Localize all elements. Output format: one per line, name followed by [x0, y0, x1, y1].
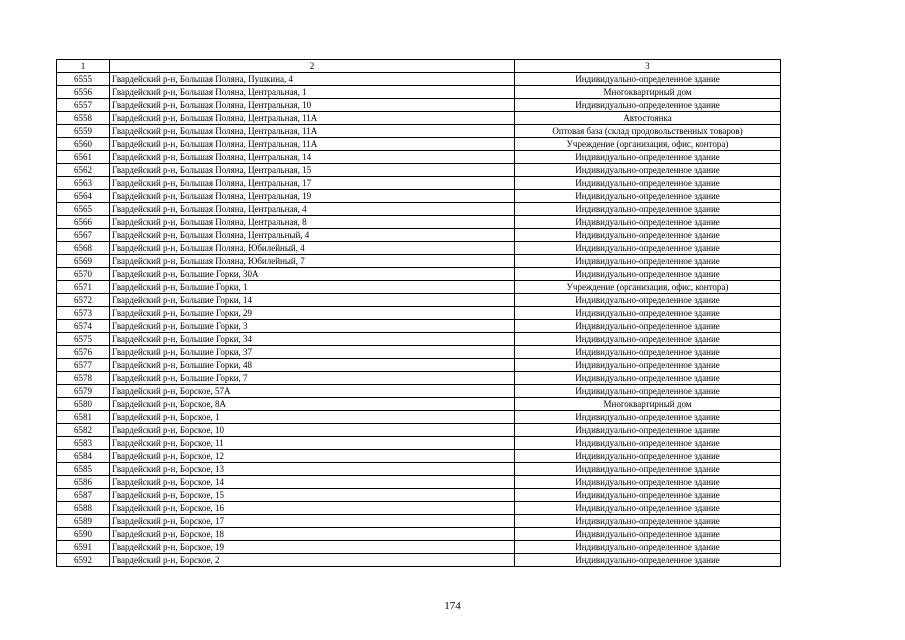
- row-number-cell: 6565: [57, 203, 110, 216]
- row-number-cell: 6568: [57, 242, 110, 255]
- header-cell-address: 2: [110, 60, 515, 73]
- address-cell: Гвардейский р-н, Большая Поляна, Юбилейный, 7: [110, 255, 515, 268]
- table-row: [57, 411, 781, 424]
- object-type-cell: Индивидуально-определенное здание: [515, 528, 781, 541]
- address-cell: Гвардейский р-н, Большая Поляна, Центральная, 8: [110, 216, 515, 229]
- object-type-cell: Индивидуально-определенное здание: [515, 450, 781, 463]
- row-number-cell: 6587: [57, 489, 110, 502]
- address-cell: Гвардейский р-н, Борское, 11: [110, 437, 515, 450]
- row-number-cell: 6586: [57, 476, 110, 489]
- row-number-cell: 6573: [57, 307, 110, 320]
- address-cell: Гвардейский р-н, Большая Поляна, Центральная, 11А: [110, 138, 515, 151]
- address-cell: Гвардейский р-н, Большая Поляна, Центральная, 19: [110, 190, 515, 203]
- table-row: [57, 242, 781, 255]
- address-cell: Гвардейский р-н, Борское, 2: [110, 554, 515, 567]
- object-type-cell: Индивидуально-определенное здание: [515, 515, 781, 528]
- row-number-cell: 6584: [57, 450, 110, 463]
- row-number-cell: 6558: [57, 112, 110, 125]
- row-number-cell: 6589: [57, 515, 110, 528]
- row-number-cell: 6579: [57, 385, 110, 398]
- object-type-cell: Индивидуально-определенное здание: [515, 99, 781, 112]
- row-number-cell: 6575: [57, 333, 110, 346]
- object-type-cell: Индивидуально-определенное здание: [515, 164, 781, 177]
- row-number-cell: 6561: [57, 151, 110, 164]
- table-row: [57, 203, 781, 216]
- table-row: [57, 372, 781, 385]
- table-row: [57, 463, 781, 476]
- object-type-cell: Индивидуально-определенное здание: [515, 268, 781, 281]
- address-cell: Гвардейский р-н, Борское, 17: [110, 515, 515, 528]
- row-number-cell: 6563: [57, 177, 110, 190]
- object-type-cell: Индивидуально-определенное здание: [515, 502, 781, 515]
- table-row: [57, 125, 781, 138]
- address-cell: Гвардейский р-н, Борское, 15: [110, 489, 515, 502]
- object-type-cell: Индивидуально-определенное здание: [515, 489, 781, 502]
- row-number-cell: 6567: [57, 229, 110, 242]
- object-type-cell: Индивидуально-определенное здание: [515, 203, 781, 216]
- object-type-cell: Индивидуально-определенное здание: [515, 190, 781, 203]
- table-row: [57, 346, 781, 359]
- row-number-cell: 6564: [57, 190, 110, 203]
- address-cell: Гвардейский р-н, Борское, 57А: [110, 385, 515, 398]
- row-number-cell: 6577: [57, 359, 110, 372]
- object-type-cell: Индивидуально-определенное здание: [515, 229, 781, 242]
- object-type-cell: Индивидуально-определенное здание: [515, 333, 781, 346]
- address-cell: Гвардейский р-н, Большая Поляна, Центральная, 15: [110, 164, 515, 177]
- object-type-cell: Индивидуально-определенное здание: [515, 255, 781, 268]
- object-type-cell: Индивидуально-определенное здание: [515, 73, 781, 86]
- address-cell: Гвардейский р-н, Большая Поляна, Центральная, 1: [110, 86, 515, 99]
- row-number-cell: 6559: [57, 125, 110, 138]
- address-cell: Гвардейский р-н, Борское, 13: [110, 463, 515, 476]
- object-type-cell: Индивидуально-определенное здание: [515, 463, 781, 476]
- table-row: [57, 476, 781, 489]
- table-row: [57, 359, 781, 372]
- address-cell: Гвардейский р-н, Большая Поляна, Центральная, 11А: [110, 125, 515, 138]
- object-type-cell: Индивидуально-определенное здание: [515, 476, 781, 489]
- table-row: [57, 450, 781, 463]
- object-type-cell: Индивидуально-определенное здание: [515, 294, 781, 307]
- table-row: [57, 515, 781, 528]
- object-type-cell: Индивидуально-определенное здание: [515, 424, 781, 437]
- object-type-cell: Индивидуально-определенное здание: [515, 346, 781, 359]
- table-row: [57, 554, 781, 567]
- address-cell: Гвардейский р-н, Большая Поляна, Юбилейный, 4: [110, 242, 515, 255]
- address-cell: Гвардейский р-н, Борское, 16: [110, 502, 515, 515]
- row-number-cell: 6566: [57, 216, 110, 229]
- address-cell: Гвардейский р-н, Борское, 10: [110, 424, 515, 437]
- object-type-cell: Индивидуально-определенное здание: [515, 385, 781, 398]
- address-cell: Гвардейский р-н, Большая Поляна, Центральный, 4: [110, 229, 515, 242]
- address-cell: Гвардейский р-н, Большие Горки, 34: [110, 333, 515, 346]
- row-number-cell: 6569: [57, 255, 110, 268]
- table-row: [57, 424, 781, 437]
- table-row: [57, 320, 781, 333]
- address-cell: Гвардейский р-н, Большие Горки, 1: [110, 281, 515, 294]
- row-number-cell: 6572: [57, 294, 110, 307]
- address-cell: Гвардейский р-н, Борское, 8А: [110, 398, 515, 411]
- address-cell: Гвардейский р-н, Большая Поляна, Пушкина, 4: [110, 73, 515, 86]
- address-cell: Гвардейский р-н, Большие Горки, 48: [110, 359, 515, 372]
- table-row: [57, 281, 781, 294]
- address-cell: Гвардейский р-н, Большая Поляна, Центральная, 10: [110, 99, 515, 112]
- table-row: [57, 398, 781, 411]
- row-number-cell: 6585: [57, 463, 110, 476]
- table-body: [57, 60, 781, 567]
- row-number-cell: 6588: [57, 502, 110, 515]
- row-number-cell: 6581: [57, 411, 110, 424]
- table-row: [57, 437, 781, 450]
- address-cell: Гвардейский р-н, Большие Горки, 7: [110, 372, 515, 385]
- row-number-cell: 6574: [57, 320, 110, 333]
- object-type-cell: Индивидуально-определенное здание: [515, 307, 781, 320]
- header-cell-number: 1: [57, 60, 110, 73]
- header-cell-type: 3: [515, 60, 781, 73]
- object-type-cell: Индивидуально-определенное здание: [515, 177, 781, 190]
- row-number-cell: 6562: [57, 164, 110, 177]
- table-row: [57, 333, 781, 346]
- table-row: [57, 216, 781, 229]
- object-type-cell: Индивидуально-определенное здание: [515, 359, 781, 372]
- table-row: [57, 541, 781, 554]
- row-number-cell: 6583: [57, 437, 110, 450]
- row-number-cell: 6582: [57, 424, 110, 437]
- table-row: [57, 255, 781, 268]
- object-type-cell: Индивидуально-определенное здание: [515, 437, 781, 450]
- row-number-cell: 6578: [57, 372, 110, 385]
- row-number-cell: 6557: [57, 99, 110, 112]
- table-row: [57, 229, 781, 242]
- table-row: [57, 385, 781, 398]
- table-row: [57, 177, 781, 190]
- table-row: [57, 99, 781, 112]
- address-cell: Гвардейский р-н, Большие Горки, 3: [110, 320, 515, 333]
- address-cell: Гвардейский р-н, Борское, 14: [110, 476, 515, 489]
- address-cell: Гвардейский р-н, Большие Горки, 30А: [110, 268, 515, 281]
- row-number-cell: 6580: [57, 398, 110, 411]
- table-row: [57, 294, 781, 307]
- object-type-cell: Учреждение (организация, офис, контора): [515, 281, 781, 294]
- row-number-cell: 6576: [57, 346, 110, 359]
- object-type-cell: Оптовая база (склад продовольственных товаров): [515, 125, 781, 138]
- table-row: [57, 138, 781, 151]
- object-type-cell: Индивидуально-определенное здание: [515, 320, 781, 333]
- object-type-cell: Многоквартирный дом: [515, 398, 781, 411]
- address-cell: Гвардейский р-н, Борское, 18: [110, 528, 515, 541]
- address-cell: Гвардейский р-н, Большая Поляна, Центральная, 17: [110, 177, 515, 190]
- table-row: [57, 528, 781, 541]
- row-number-cell: 6570: [57, 268, 110, 281]
- table-row: [57, 307, 781, 320]
- object-type-cell: Индивидуально-определенное здание: [515, 216, 781, 229]
- object-type-cell: Учреждение (организация, офис, контора): [515, 138, 781, 151]
- row-number-cell: 6555: [57, 73, 110, 86]
- object-type-cell: Индивидуально-определенное здание: [515, 411, 781, 424]
- table-row: [57, 489, 781, 502]
- object-type-cell: Индивидуально-определенное здание: [515, 554, 781, 567]
- table-row: [57, 164, 781, 177]
- address-cell: Гвардейский р-н, Борское, 1: [110, 411, 515, 424]
- address-cell: Гвардейский р-н, Борское, 19: [110, 541, 515, 554]
- object-type-cell: Индивидуально-определенное здание: [515, 151, 781, 164]
- row-number-cell: 6560: [57, 138, 110, 151]
- table-row: [57, 151, 781, 164]
- row-number-cell: 6592: [57, 554, 110, 567]
- address-cell: Гвардейский р-н, Большая Поляна, Центральная, 11А: [110, 112, 515, 125]
- row-number-cell: 6591: [57, 541, 110, 554]
- document-table: [56, 59, 781, 567]
- table-row: [57, 73, 781, 86]
- object-type-cell: Индивидуально-определенное здание: [515, 541, 781, 554]
- page-number: 174: [444, 600, 461, 612]
- row-number-cell: 6556: [57, 86, 110, 99]
- object-type-cell: Индивидуально-определенное здание: [515, 242, 781, 255]
- row-number-cell: 6590: [57, 528, 110, 541]
- address-cell: Гвардейский р-н, Большие Горки, 29: [110, 307, 515, 320]
- table-header-row: [57, 60, 781, 73]
- table-row: [57, 112, 781, 125]
- address-cell: Гвардейский р-н, Борское, 12: [110, 450, 515, 463]
- address-cell: Гвардейский р-н, Большие Горки, 37: [110, 346, 515, 359]
- object-type-cell: Автостоянка: [515, 112, 781, 125]
- address-cell: Гвардейский р-н, Большая Поляна, Центральная, 14: [110, 151, 515, 164]
- table-row: [57, 502, 781, 515]
- object-type-cell: Многоквартирный дом: [515, 86, 781, 99]
- table-row: [57, 86, 781, 99]
- table-row: [57, 268, 781, 281]
- table-row: [57, 190, 781, 203]
- address-cell: Гвардейский р-н, Большие Горки, 14: [110, 294, 515, 307]
- row-number-cell: 6571: [57, 281, 110, 294]
- address-cell: Гвардейский р-н, Большая Поляна, Центральная, 4: [110, 203, 515, 216]
- object-type-cell: Индивидуально-определенное здание: [515, 372, 781, 385]
